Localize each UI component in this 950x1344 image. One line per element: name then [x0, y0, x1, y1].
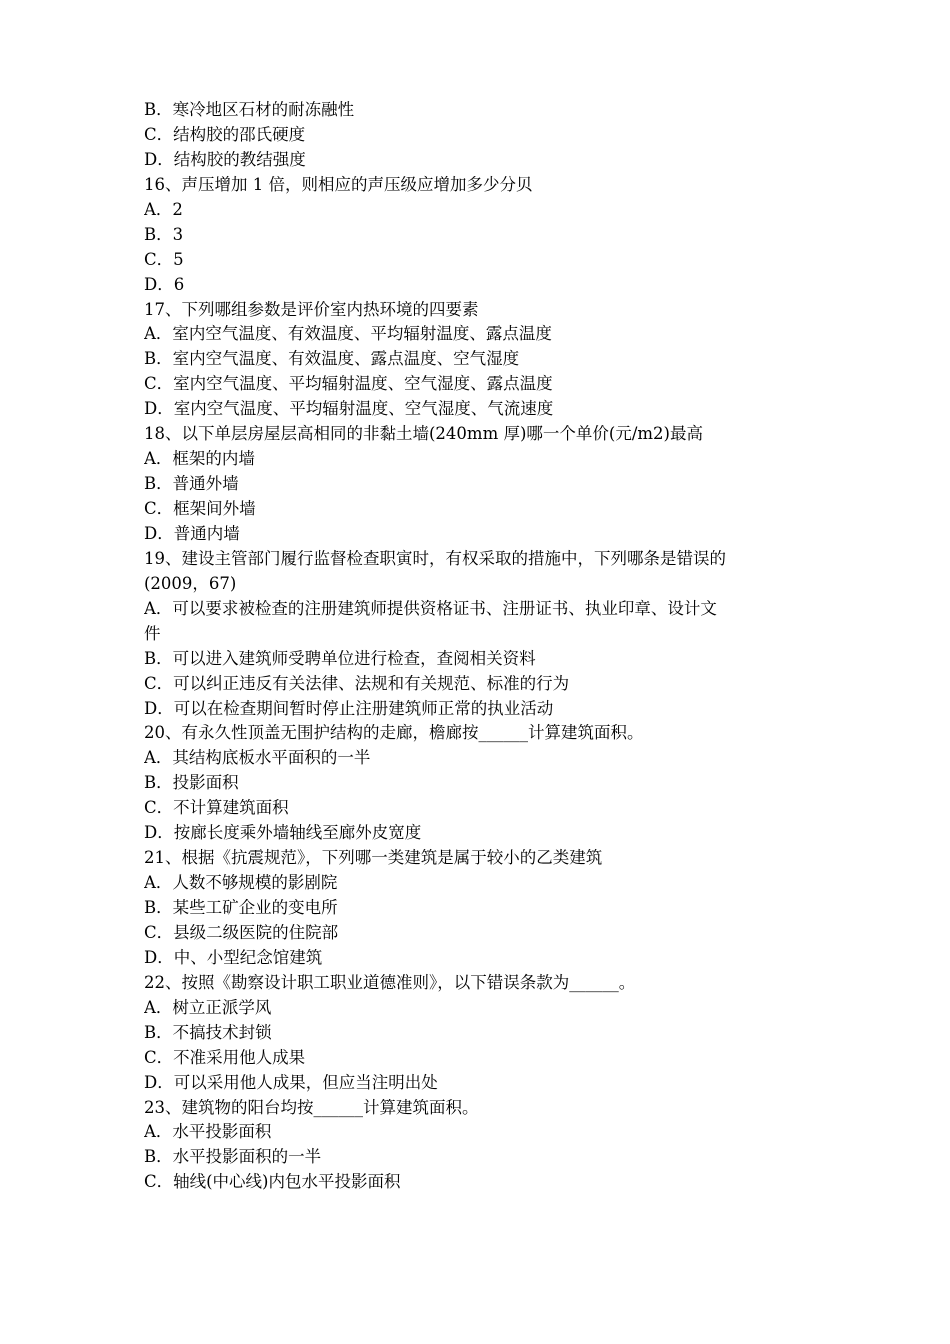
option-line: A．人数不够规模的影剧院 [144, 873, 338, 893]
question-19: 19、建设主管部门履行监督检查职寅时，有权采取的措施中，下列哪条是错误的 [144, 548, 726, 568]
option-line: A．树立正派学风 [144, 997, 272, 1017]
question-19-continued: (2009，67) [144, 573, 237, 593]
option-line: C．县级二级医院的住院部 [144, 922, 339, 942]
question-22: 22、按照《勘察设计职工职业道德准则》，以下错误条款为______。 [144, 972, 636, 992]
option-line: D．普通内墙 [144, 523, 240, 543]
option-line: B．室内空气温度、有效温度、露点温度、空气湿度 [144, 349, 520, 369]
option-line: D．可以在检查期间暂时停止注册建筑师正常的执业活动 [144, 698, 554, 718]
option-line: D．中、小型纪念馆建筑 [144, 947, 323, 967]
text-line: C．结构胶的邵氏硬度 [144, 124, 306, 144]
question-23: 23、建筑物的阳台均按______计算建筑面积。 [144, 1097, 479, 1117]
option-line: D．6 [144, 274, 185, 294]
option-line: A．框架的内墙 [144, 449, 255, 469]
option-line: A．可以要求被检查的注册建筑师提供资格证书、注册证书、执业印章、设计文 [144, 598, 717, 618]
option-line: C．不准采用他人成果 [144, 1047, 306, 1067]
text-line: D．结构胶的教结强度 [144, 149, 306, 169]
option-line: C．可以纠正违反有关法律、法规和有关规范、标准的行为 [144, 673, 570, 693]
text-line: B．寒冷地区石材的耐冻融性 [144, 100, 355, 119]
option-line: C．轴线(中心线)内包水平投影面积 [144, 1172, 401, 1192]
option-line: D．室内空气温度、平均辐射温度、空气湿度、气流速度 [144, 399, 554, 419]
question-16: 16、声压增加 1 倍，则相应的声压级应增加多少分贝 [144, 174, 533, 194]
option-line: C．5 [144, 249, 184, 269]
option-line: C．框架间外墙 [144, 499, 256, 518]
option-line: B．投影面积 [144, 773, 239, 793]
option-line: A．其结构底板水平面积的一半 [144, 748, 371, 768]
option-line: C．不计算建筑面积 [144, 798, 289, 818]
option-line: A．水平投影面积 [144, 1122, 272, 1142]
option-line: D．按廊长度乘外墙轴线至廊外皮宽度 [144, 823, 422, 843]
option-line: B．可以进入建筑师受聘单位进行检查，查阅相关资料 [144, 648, 536, 668]
option-line: B．水平投影面积的一半 [144, 1147, 322, 1167]
question-20: 20、有永久性顶盖无围护结构的走廊，檐廊按______计算建筑面积。 [144, 723, 644, 743]
question-21: 21、根据《抗震规范》，下列哪一类建筑是属于较小的乙类建筑 [144, 848, 603, 868]
option-line: B．3 [144, 224, 184, 244]
option-line: B．某些工矿企业的变电所 [144, 898, 338, 917]
document-body [144, 98, 816, 1195]
option-line-continued: 件 [144, 623, 161, 643]
option-line: A．室内空气温度、有效温度、平均辐射温度、露点温度 [144, 324, 552, 344]
question-17: 17、下列哪组参数是评价室内热环境的四要素 [144, 299, 479, 319]
option-line: C．室内空气温度、平均辐射温度、空气湿度、露点温度 [144, 374, 553, 394]
question-18: 18、以下单层房屋层高相同的非黏土墙(240mm 厚)哪一个单价(元/m2)最高 [144, 424, 703, 444]
option-line: D．可以采用他人成果，但应当注明出处 [144, 1072, 438, 1092]
option-line: A．2 [144, 199, 183, 219]
option-line: B．不搞技术封锁 [144, 1022, 272, 1042]
option-line: B．普通外墙 [144, 474, 239, 494]
